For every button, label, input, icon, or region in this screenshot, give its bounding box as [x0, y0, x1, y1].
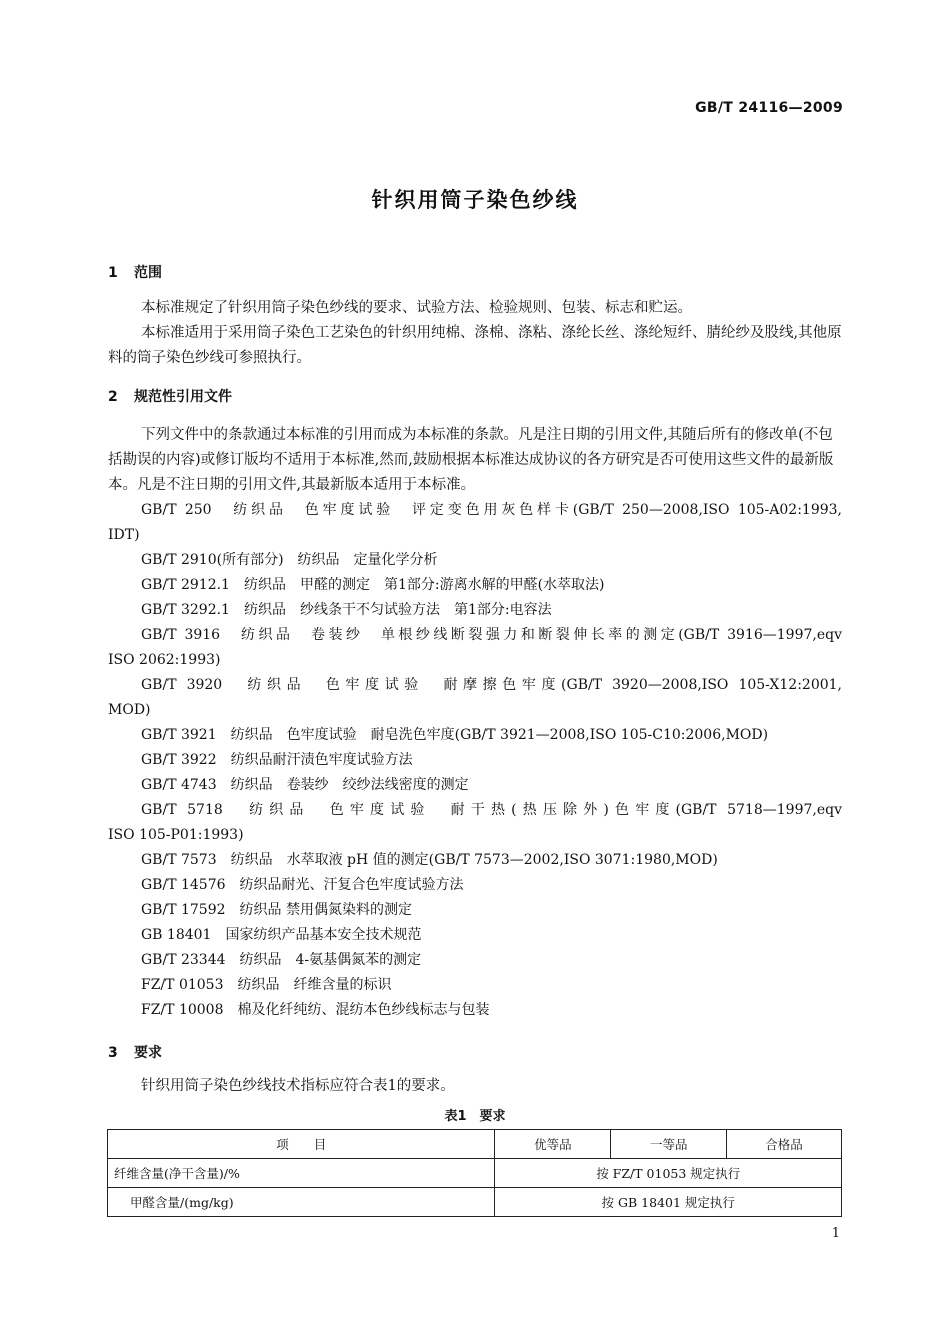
- reference-item-continuation: ISO 2062:1993): [108, 652, 221, 668]
- section-number: 3: [108, 1045, 118, 1061]
- requirements-table: [107, 1129, 842, 1217]
- section-number: 1: [108, 265, 118, 281]
- page-number: 1: [831, 1226, 840, 1241]
- document-title: 针织用筒子染色纱线: [371, 188, 579, 212]
- table-row: [108, 1159, 842, 1188]
- standard-number: GB/T 24116—2009: [695, 100, 843, 116]
- section-title: 要求: [134, 1045, 162, 1061]
- table-header-row: [108, 1130, 842, 1159]
- paragraph: 本标准适用于采用筒子染色工艺染色的针织用纯棉、涤棉、涤粘、涤纶长丝、涤纶短纤、腈纶纱及股线,其他原料的筒子染色纱线可参照执行。: [108, 325, 842, 366]
- reference-item: GB/T 4743 纺织品 卷装纱 绞纱法线密度的测定: [141, 777, 469, 793]
- reference-item: GB/T 17592 纺织品 禁用偶氮染料的测定: [141, 902, 412, 918]
- table-cell-value: 按 GB 18401 规定执行: [495, 1188, 842, 1217]
- reference-item-continuation: ISO 105-P01:1993): [108, 827, 244, 843]
- reference-item: GB/T 3920 纺织品 色牢度试验 耐摩擦色牢度(GB/T 3920—2008,ISO 105-X12:2001,: [141, 677, 842, 693]
- reference-item: FZ/T 10008 棉及化纤纯纺、混纺本色纱线标志与包装: [141, 1002, 490, 1018]
- section-1-heading: [108, 262, 162, 282]
- reference-item: FZ/T 01053 纺织品 纤维含量的标识: [141, 977, 392, 993]
- table-cell-value: 按 FZ/T 01053 规定执行: [495, 1159, 842, 1188]
- reference-item: GB/T 7573 纺织品 水萃取液 pH 值的测定(GB/T 7573—2002,ISO 3071:1980,MOD): [141, 852, 718, 868]
- section-2-heading: [108, 386, 232, 406]
- table-caption: 表1 要求: [444, 1109, 506, 1124]
- reference-item: GB/T 5718 纺织品 色牢度试验 耐干热(热压除外)色牢度(GB/T 5718—1997,eqv: [141, 802, 842, 818]
- table-header-cell: 合格品: [727, 1130, 842, 1159]
- reference-item: GB/T 250 纺织品 色牢度试验 评定变色用灰色样卡(GB/T 250—2008,ISO 105-A02:1993,: [141, 502, 842, 518]
- reference-item: GB/T 14576 纺织品耐光、汗复合色牢度试验方法: [141, 877, 464, 893]
- table-row: [108, 1188, 842, 1217]
- section-number: 2: [108, 389, 118, 405]
- section-title: 规范性引用文件: [134, 389, 232, 405]
- paragraph: 下列文件中的条款通过本标准的引用而成为本标准的条款。凡是注日期的引用文件,其随后所有的修改单(不包括勘误的内容)或修订版均不适用于本标准,然而,鼓励根据本标准达成协议的各方研究是否可使用这些文件的最新版本。凡是不注日期的引用文件,其最新版本适用于本标准。: [108, 427, 834, 493]
- table-header-cell: 项 目: [108, 1130, 495, 1159]
- reference-item: GB 18401 国家纺织产品基本安全技术规范: [141, 927, 422, 943]
- reference-item: GB/T 3292.1 纺织品 纱线条干不匀试验方法 第1部分:电容法: [141, 602, 552, 618]
- reference-item-continuation: IDT): [108, 527, 140, 543]
- table-header-cell: 一等品: [611, 1130, 727, 1159]
- paragraph: 本标准规定了针织用筒子染色纱线的要求、试验方法、检验规则、包装、标志和贮运。: [141, 300, 692, 316]
- paragraph: 针织用筒子染色纱线技术指标应符合表1的要求。: [141, 1078, 455, 1094]
- table-cell-item: 甲醛含量/(mg/kg): [108, 1188, 495, 1217]
- table-header-cell: 优等品: [495, 1130, 611, 1159]
- reference-item: GB/T 2910(所有部分) 纺织品 定量化学分析: [141, 552, 438, 568]
- reference-item: GB/T 3916 纺织品 卷装纱 单根纱线断裂强力和断裂伸长率的测定(GB/T 3916—1997,eqv: [141, 627, 842, 643]
- reference-item-continuation: MOD): [108, 702, 151, 718]
- reference-item: GB/T 3921 纺织品 色牢度试验 耐皂洗色牢度(GB/T 3921—2008,ISO 105-C10:2006,MOD): [141, 727, 769, 743]
- section-title: 范围: [134, 265, 162, 281]
- reference-item: GB/T 2912.1 纺织品 甲醛的测定 第1部分:游离水解的甲醛(水萃取法): [141, 577, 605, 593]
- section-3-heading: [108, 1042, 162, 1062]
- reference-item: GB/T 23344 纺织品 4-氨基偶氮苯的测定: [141, 952, 422, 968]
- reference-item: GB/T 3922 纺织品耐汗渍色牢度试验方法: [141, 752, 413, 768]
- table-cell-item: 纤维含量(净干含量)/%: [108, 1159, 495, 1188]
